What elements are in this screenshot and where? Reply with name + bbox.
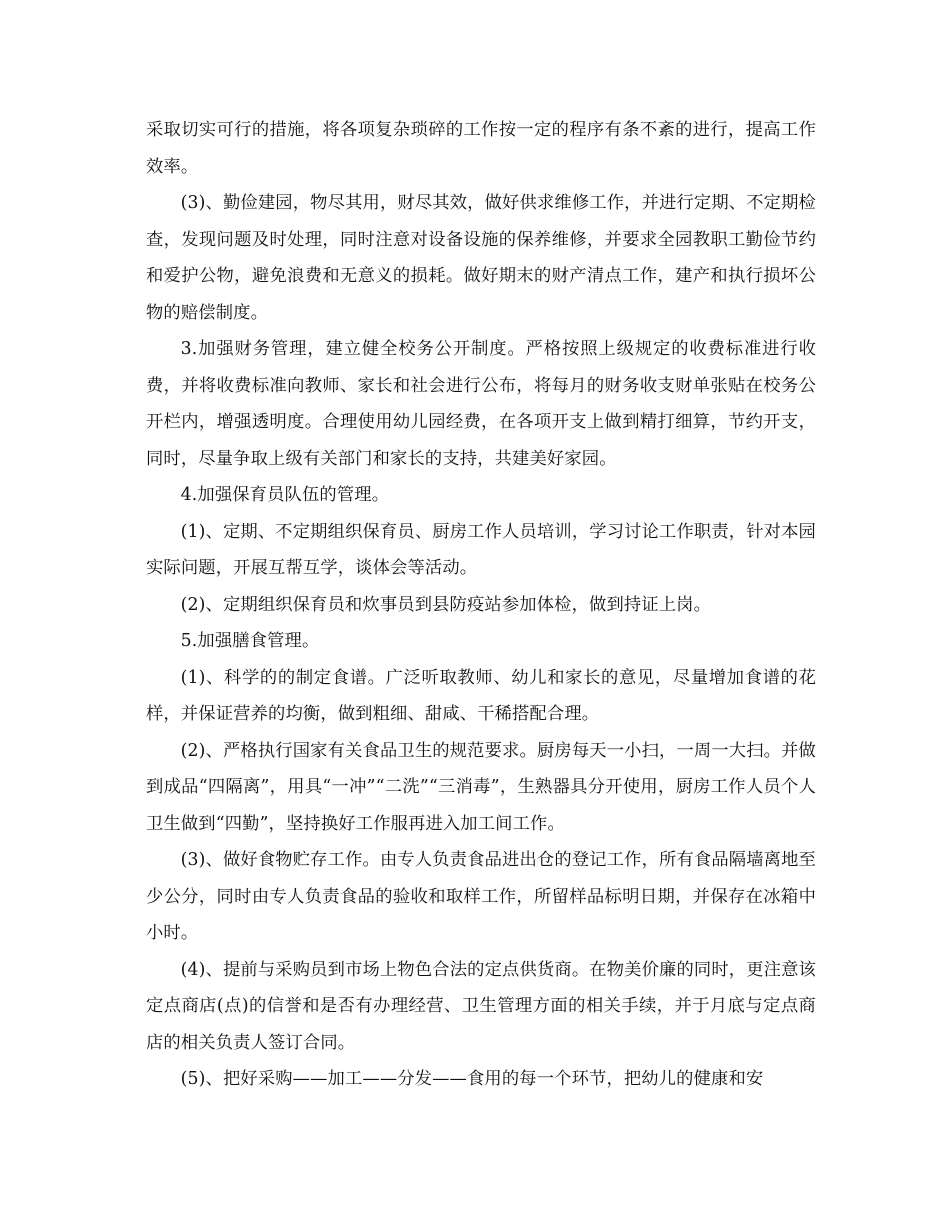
paragraph: (1)、科学的的制定食谱。广泛听取教师、幼儿和家长的意见，尽量增加食谱的花样，并保证营养的均衡，做到粗细、甜咸、干稀搭配合理。 xyxy=(146,667,816,724)
paragraph: (2)、严格执行国家有关食品卫生的规范要求。厨房每天一小扫，一周一大扫。并做到成品“四隔离”，用具“一冲”“二洗”“三消毒”，生熟器具分开使用，厨房工作人员个人卫生做到“四勤”，坚持换好工作服再进入加工间工作。 xyxy=(146,740,816,834)
paragraph: (3)、做好食物贮存工作。由专人负责食品进出仓的登记工作，所有食品隔墙离地至少公分，同时由专人负责食品的验收和取样工作，所留样品标明日期，并保存在冰箱中小时。 xyxy=(146,850,816,943)
document-body xyxy=(146,112,816,1098)
paragraph: (1)、定期、不定期组织保育员、厨房工作人员培训，学习讨论工作职责，针对本园实际问题，开展互帮互学，谈体会等活动。 xyxy=(146,521,816,578)
paragraph: (5)、把好采购——加工——分发——食用的每一个环节，把幼儿的健康和安 xyxy=(180,1069,764,1089)
paragraph: 3.加强财务管理，建立健全校务公开制度。严格按照上级规定的收费标准进行收费，并将收费标准向教师、家长和社会进行公布，将每月的财务收支财单张贴在校务公开栏内，增强透明度。合理使用幼儿园经费，在各项开支上做到精打细算，节约开支，同时，尽量争取上级有关部门和家长的支持，共建美好家园。 xyxy=(146,339,816,469)
paragraph: 采取切实可行的措施，将各项复杂琐碎的工作按一定的程序有条不紊的进行，提高工作效率。 xyxy=(146,120,816,177)
paragraph: 4.加强保育员队伍的管理。 xyxy=(180,485,390,505)
paragraph: (4)、提前与采购员到市场上物色合法的定点供货商。在物美价廉的同时，更注意该定点商店(点)的信誉和是否有办理经营、卫生管理方面的相关手续，并于月底与定点商店的相关负责人签订合同。 xyxy=(146,959,816,1053)
paragraph: 5.加强膳食管理。 xyxy=(180,631,320,651)
paragraph: (2)、定期组织保育员和炊事员到县防疫站参加体检，做到持证上岗。 xyxy=(180,594,712,615)
paragraph: (3)、勤俭建园，物尽其用，财尽其效，做好供求维修工作，并进行定期、不定期检查，发现问题及时处理，同时注意对设备设施的保养维修，并要求全园教职工勤俭节约和爱护公物，避免浪费和无意义的损耗。做好期末的财产清点工作，建产和执行损坏公物的赔偿制度。 xyxy=(146,193,816,323)
